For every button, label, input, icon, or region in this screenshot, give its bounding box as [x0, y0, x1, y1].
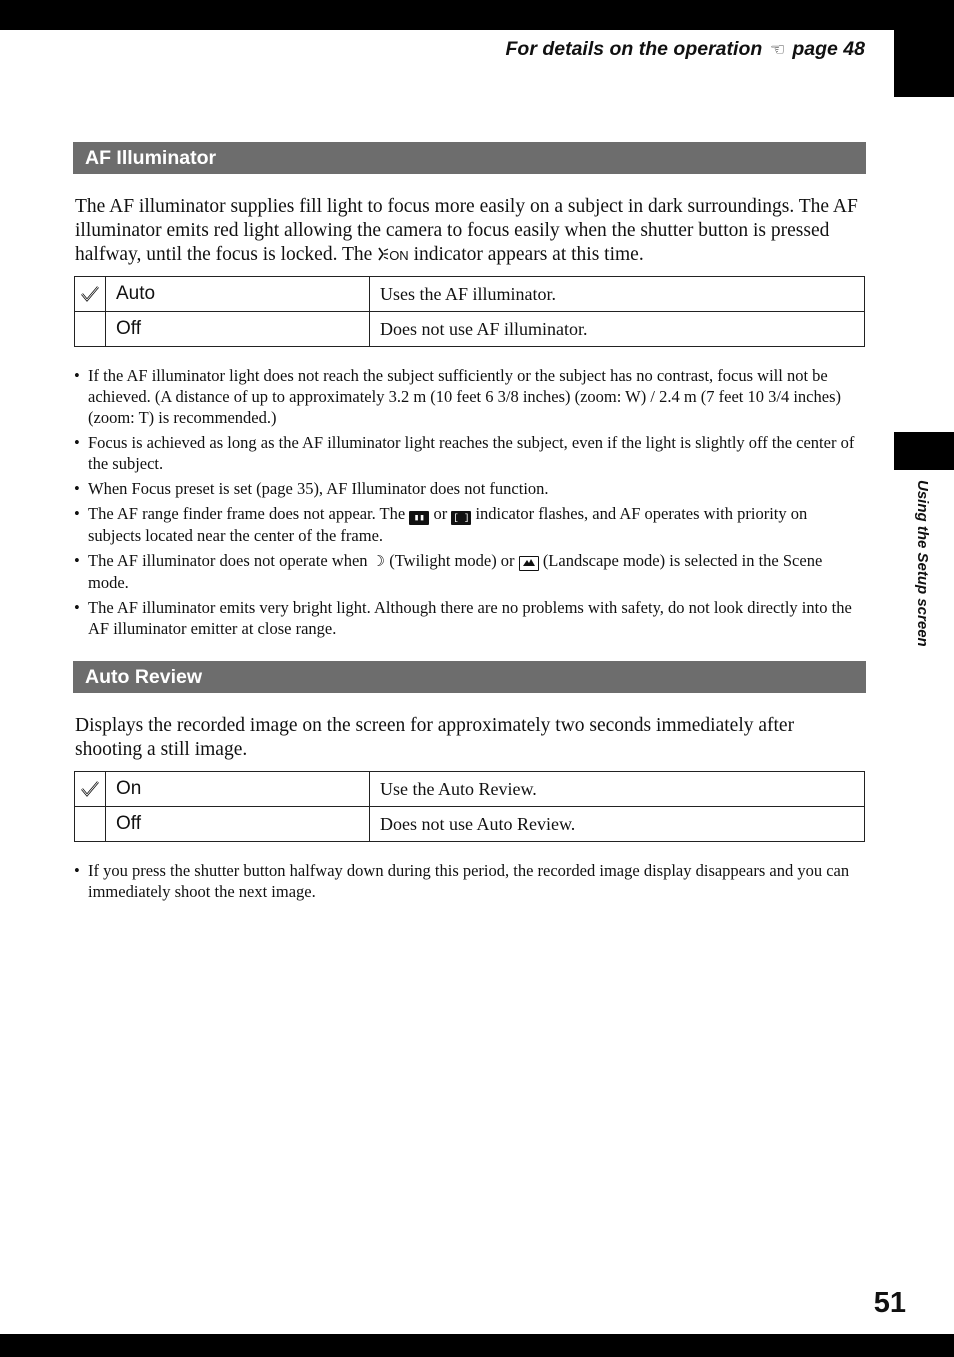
page-reference[interactable] [506, 38, 866, 61]
page-reference-text: For details on the operation [505, 38, 763, 60]
af-multi-point-icon: ▮▮ [409, 511, 429, 525]
option-row-off[interactable] [75, 807, 865, 842]
option-description: Does not use AF illuminator. [370, 312, 865, 347]
page-reference-page: page 48 [792, 38, 865, 60]
option-label: On [106, 772, 370, 807]
note-item: • The AF range finder frame does not appear. The ▮▮ or [ ] indicator flashes, and AF operates with priority on subjects located near the center of the frame. [74, 503, 864, 546]
checkmark-icon [80, 285, 100, 303]
note-item: • Focus is achieved as long as the AF illuminator light reaches the subject, even if the light is slightly off the center of the subject. [74, 432, 864, 474]
option-label: Off [106, 807, 370, 842]
af-illuminator-heading: AF Illuminator [73, 142, 866, 174]
twilight-mode-icon: ☽ [371, 552, 386, 570]
option-row-auto[interactable] [75, 277, 865, 312]
landscape-mode-icon [519, 556, 539, 571]
section-side-tab [894, 432, 954, 470]
auto-review-options-table [74, 771, 865, 842]
option-row-on[interactable] [75, 772, 865, 807]
pointing-hand-icon: ☞ [769, 40, 785, 59]
note-item: • The AF illuminator emits very bright light. Although there are no problems with safety, do not look directly into the AF illuminator emitter at close range. [74, 597, 864, 639]
option-label: Auto [106, 277, 370, 312]
default-check-cell [75, 277, 106, 312]
side-tab-label: Using the Setup screen [914, 480, 931, 647]
empty-check-cell [75, 312, 106, 347]
af-illuminator-options-table [74, 276, 865, 347]
auto-review-heading: Auto Review [73, 661, 866, 693]
note-item: • If you press the shutter button halfway down during this period, the recorded image display disappears and you can immediately shoot the next image. [74, 860, 864, 902]
auto-review-intro: Displays the recorded image on the screen for approximately two seconds immediately after shooting a still image. [75, 715, 795, 760]
note-item: • When Focus preset is set (page 35), AF Illuminator does not function. [74, 478, 864, 499]
option-row-off[interactable] [75, 312, 865, 347]
auto-review-notes [74, 860, 864, 906]
af-illuminator-notes [74, 365, 864, 643]
option-description: Uses the AF illuminator. [370, 277, 865, 312]
option-description: Does not use Auto Review. [370, 807, 865, 842]
note-item: • If the AF illuminator light does not reach the subject sufficiently or the subject has no contrast, focus will not be achieved. (A distance of up to approximately 3.2 m (10 feet 6 3/8 inches) (zoom: W) / 2.4 m (7 feet 10 3/4 inches) (zoom: T) is recommended.) [74, 365, 864, 428]
af-illuminator-intro: The AF illuminator supplies fill light to focus more easily on a subject in dark surroundings. The AF illuminator emits red light allowing the camera to focus easily when the shutter button is pressed halfway, until the focus is locked. The ON indicator appears at this time. [75, 196, 858, 265]
af-illuminator-on-icon: ON [377, 248, 409, 263]
option-label: Off [106, 312, 370, 347]
checkmark-icon [80, 780, 100, 798]
page-number: 51 [873, 1287, 906, 1319]
corner-tab [894, 30, 954, 97]
bottom-black-bar [0, 1334, 954, 1357]
note-item: • The AF illuminator does not operate when ☽ (Twilight mode) or (Landscape mode) is selected in the Scene mode. [74, 550, 864, 593]
empty-check-cell [75, 807, 106, 842]
top-black-bar [0, 0, 954, 30]
af-center-point-icon: [ ] [453, 513, 470, 523]
option-description: Use the Auto Review. [370, 772, 865, 807]
default-check-cell [75, 772, 106, 807]
